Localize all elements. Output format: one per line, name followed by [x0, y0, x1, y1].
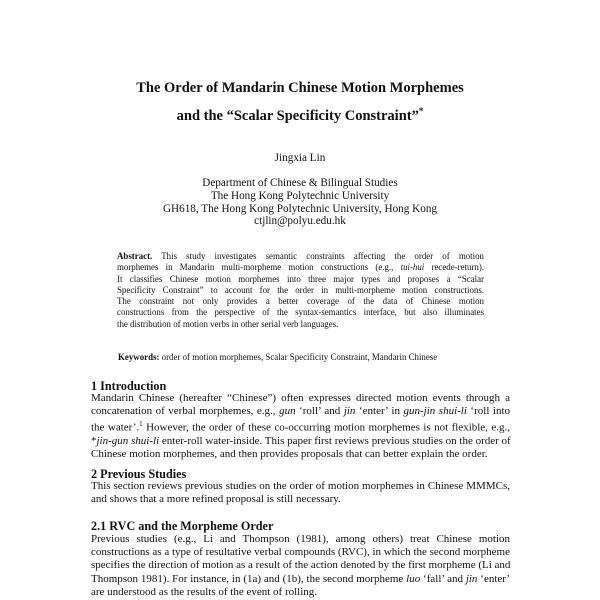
paper-title-line-2: and the “Scalar Specificity Constraint”* [176, 106, 424, 124]
abstract [117, 251, 484, 330]
author-name: Jingxia Lin [274, 152, 326, 164]
abstract-label: Abstract. [117, 251, 153, 261]
heading-rvc-morpheme-order: 2.1 RVC and the Morpheme Order [91, 519, 274, 533]
keywords: Keywords: order of motion morphemes, Scalar Specificity Constraint, Mandarin Chinese [118, 352, 438, 362]
keywords-label: Keywords: [118, 352, 160, 362]
abstract-line: the distribution of motion verbs in other serial verb languages. [117, 318, 339, 329]
paper-title-line-1: The Order of Mandarin Chinese Motion Morphemes [136, 80, 464, 96]
abstract-line: The constraint not only provides a better coverage of the data of Chinese motion [117, 296, 484, 307]
author-email: ctjlin@polyu.edu.hk [254, 215, 346, 227]
heading-introduction: 1 Introduction [91, 379, 167, 393]
previous-studies-paragraph: This section reviews previous studies on the order of motion morphemes in Chinese MMMCs, and shows that a more refined proposal is still necessary. [91, 480, 510, 506]
affiliation-dept: Department of Chinese & Bilingual Studies [202, 177, 398, 189]
abstract-line: constructions from the perspective of the syntax-semantics interface, but also illuminates [117, 307, 484, 318]
footnote-ref[interactable]: 1 [139, 420, 143, 429]
rvc-paragraph: Previous studies (e.g., Li and Thompson (1981), among others) treat Chinese motion constructions as a type of resultative verbal compounds (RVC), in which the second morpheme specifies the direction of motion as a result of the action denoted by the first morpheme (Li and Thompson 1981). For instance, in (1a) and (1b), the second morpheme luo ‘fall’ and jin ‘enter’ are understood as the results of the event of rolling. [91, 533, 511, 598]
affiliation-university: The Hong Kong Polytechnic University [210, 190, 390, 202]
intro-paragraph: Mandarin Chinese (hereafter “Chinese”) often expresses directed motion events through a concatenation of verbal morphemes, e.g., gun ‘roll’ and jin ‘enter’ in gun-jin shui-li ‘roll into the water’.$^1$ However, the order of these co-occurring motion morphemes is not flexible, e.g., *jin-gun shui-li enter-roll water-inside. This paper first reviews previous studies on the order of Chinese motion morphemes, and then provides proposals that can better explain the order. [91, 392, 511, 461]
affiliation-address: GH618, The Hong Kong Polytechnic University, Hong Kong [162, 203, 438, 215]
abstract-line: It classifies Chinese motion morphemes into three major types and proposes a “Scalar [117, 273, 484, 284]
title-footnote-mark: * [418, 106, 424, 116]
abstract-line: morphemes in Mandarin multi-morpheme motion constructions (e.g., tui-hui recede-return). [117, 262, 484, 273]
abstract-line: Abstract. This study investigates semantic constraints affecting the order of motion [117, 251, 484, 261]
abstract-line: Specificity Constraint” to account for the order in multi-morpheme motion constructions. [117, 284, 484, 295]
heading-previous-studies: 2 Previous Studies [91, 467, 187, 481]
